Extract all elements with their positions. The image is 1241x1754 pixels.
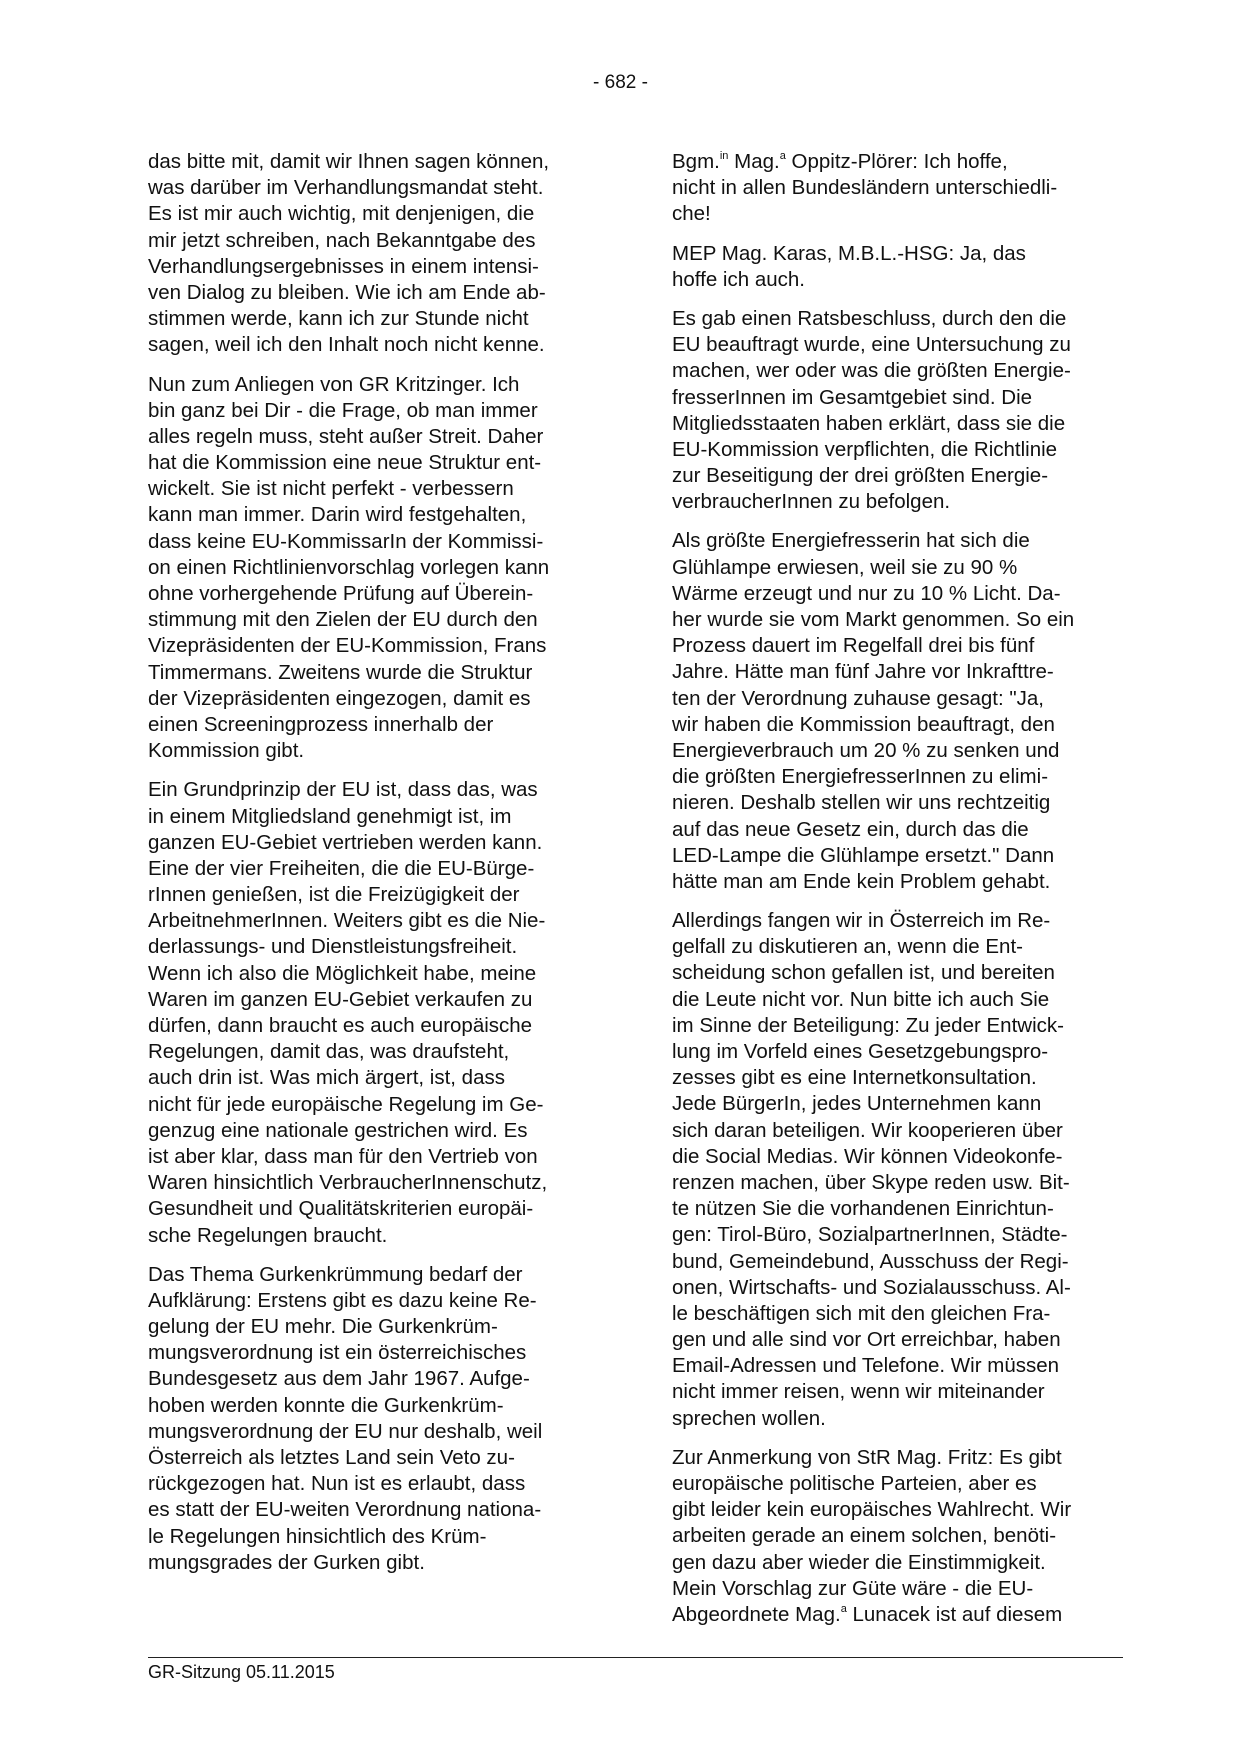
text-line: lung im Vorfeld eines Gesetzgebungspro- [672, 1040, 1049, 1063]
text-line: Allerdings fangen wir in Österreich im Re- [672, 909, 1051, 933]
text-line: auf das neue Gesetz ein, durch das die [672, 817, 1029, 841]
text-line: ist aber klar, dass man für den Vertrieb von [148, 1144, 538, 1168]
text-line: Als größte Energiefresserin hat sich die [672, 529, 1030, 553]
text-line: Bundesgesetz aus dem Jahr 1967. Aufge- [148, 1367, 530, 1391]
text-line: mungsgrades der Gurken gibt. [148, 1550, 425, 1574]
text-line: dürfen, dann braucht es auch europäische [148, 1014, 533, 1037]
paragraph [148, 372, 618, 765]
text-line: Österreich als letztes Land sein Veto zu- [148, 1446, 515, 1469]
text-line: gen und alle sind vor Ort erreichbar, haben [672, 1328, 1061, 1352]
text-line: hoben werden konnte die Gurkenkrüm- [148, 1393, 504, 1417]
paragraph [672, 149, 1142, 228]
text-line: EU beauftragt wurde, eine Untersuchung zu [672, 333, 1071, 357]
text-line: MEP Mag. Karas, M.B.L.-HSG: Ja, das [672, 241, 1026, 265]
text-run: Abgeordnete Mag. [672, 1602, 841, 1626]
paragraph [148, 149, 618, 359]
text-line: te nützen Sie die vorhandenen Einrichtun- [672, 1197, 1054, 1221]
text-line: gelfall zu diskutieren an, wenn die Ent- [672, 935, 1023, 959]
text-line: nicht für jede europäische Regelung im Ge- [148, 1092, 544, 1116]
text-line: le Regelungen hinsichtlich des Krüm- [148, 1524, 487, 1548]
text-line: che! [672, 202, 711, 226]
text-line [672, 1602, 1142, 1628]
text-line: gibt leider kein europäisches Wahlrecht. Wir [672, 1498, 1072, 1522]
text-line: einen Screeningprozess innerhalb der [148, 712, 494, 736]
text-line: renzen machen, über Skype reden usw. Bit- [672, 1170, 1070, 1194]
text-line: sprechen wollen. [672, 1406, 826, 1430]
text-line: im Sinne der Beteiligung: Zu jeder Entwick- [672, 1013, 1064, 1037]
text-line: ven Dialog zu bleiben. Wie ich am Ende ab- [148, 280, 546, 304]
text-line: bin ganz bei Dir - die Frage, ob man immer [148, 398, 538, 422]
text-line: was darüber im Verhandlungsmandat steht. [148, 176, 544, 200]
text-line: die Leute nicht vor. Nun bitte ich auch Sie [672, 987, 1050, 1011]
text-line: genzug eine nationale gestrichen wird. Es [148, 1118, 528, 1142]
text-run: Bgm. [672, 150, 720, 173]
text-line: rückgezogen hat. Nun ist es erlaubt, dass [148, 1472, 526, 1496]
text-line: derlassungs- und Dienstleistungsfreiheit. [148, 935, 518, 959]
page-number: - 682 - [593, 72, 648, 93]
text-line: LED-Lampe die Glühlampe ersetzt." Dann [672, 843, 1055, 867]
text-run: Oppitz-Plörer: Ich hoffe, [785, 150, 1008, 173]
text-line: her wurde sie vom Markt genommen. So ein [672, 608, 1075, 631]
text-line: Prozess dauert im Regelfall drei bis fünf [672, 634, 1035, 658]
text-line: bund, Gemeindebund, Ausschuss der Regi- [672, 1249, 1069, 1273]
text-line: Timmermans. Zweitens wurde die Struktur [148, 660, 533, 684]
text-line: ganzen EU-Gebiet vertrieben werden kann. [148, 830, 543, 854]
text-line: dass keine EU-KommissarIn der Kommissi- [148, 529, 544, 553]
text-line: Das Thema Gurkenkrümmung bedarf der [148, 1262, 523, 1286]
text-line: scheidung schon gefallen ist, und bereiten [672, 961, 1055, 985]
text-line: Waren im ganzen EU-Gebiet verkaufen zu [148, 987, 533, 1011]
text-line: es statt der EU-weiten Verordnung nationa- [148, 1498, 542, 1522]
text-line: kann man immer. Darin wird festgehalten, [148, 503, 527, 527]
text-column-right [672, 149, 1142, 1641]
text-line [672, 149, 1142, 175]
text-line: mir jetzt schreiben, nach Bekanntgabe des [148, 228, 536, 252]
text-line: gen dazu aber wieder die Einstimmigkeit. [672, 1550, 1046, 1574]
text-line: auch drin ist. Was mich ärgert, ist, dass [148, 1066, 505, 1090]
text-line: Waren hinsichtlich VerbraucherInnenschutz, [148, 1171, 548, 1195]
text-column-left [148, 149, 618, 1589]
text-line: Gesundheit und Qualitätskriterien europäi- [148, 1197, 534, 1221]
text-line: Glühlampe erwiesen, weil sie zu 90 % [672, 555, 1018, 579]
text-run: Mag. [728, 150, 780, 173]
text-line: Ein Grundprinzip der EU ist, dass das, was [148, 778, 538, 802]
paragraph [672, 306, 1142, 516]
text-line: nicht in allen Bundesländern unterschiedli- [672, 176, 1058, 200]
text-line: on einen Richtlinienvorschlag vorlegen kann [148, 555, 550, 579]
footer-divider [148, 1657, 1123, 1658]
text-line: Es gab einen Ratsbeschluss, durch den die [672, 306, 1067, 330]
text-line: stimmen werde, kann ich zur Stunde nicht [148, 307, 529, 331]
text-line: europäische politische Parteien, aber es [672, 1472, 1037, 1495]
text-line: sich daran beteiligen. Wir kooperieren über [672, 1118, 1063, 1142]
paragraph [672, 908, 1142, 1432]
superscript: a [840, 1602, 847, 1615]
text-line: le beschäftigen sich mit den gleichen Fra- [672, 1301, 1051, 1325]
text-line: Mein Vorschlag zur Güte wäre - die EU- [672, 1576, 1034, 1600]
text-line: Verhandlungsergebnisses in einem intensi- [148, 254, 539, 278]
text-line: Wenn ich also die Möglichkeit habe, meine [148, 961, 537, 985]
paragraph [148, 777, 618, 1248]
text-line: wickelt. Sie ist nicht perfekt - verbessern [148, 477, 514, 501]
text-line: Eine der vier Freiheiten, die die EU-Bürge- [148, 856, 535, 880]
text-line: die Social Medias. Wir können Videokonfe- [672, 1144, 1063, 1168]
text-line: Regelungen, damit das, was draufsteht, [148, 1040, 510, 1064]
text-line: stimmung mit den Zielen der EU durch den [148, 608, 538, 632]
text-line: wir haben die Kommission beauftragt, den [672, 712, 1055, 736]
text-line: fresserInnen im Gesamtgebiet sind. Die [672, 385, 1033, 409]
text-line: die größten EnergiefresserInnen zu elimi- [672, 765, 1049, 789]
text-line: gen: Tirol-Büro, SozialpartnerInnen, Städte- [672, 1223, 1068, 1247]
text-line: sagen, weil ich den Inhalt noch nicht kenne. [148, 333, 545, 357]
text-line: verbraucherInnen zu befolgen. [672, 490, 951, 514]
text-line: ohne vorhergehende Prüfung auf Überein- [148, 582, 534, 605]
text-line: Mitgliedsstaaten haben erklärt, dass sie die [672, 411, 1066, 435]
text-line: alles regeln muss, steht außer Streit. Daher [148, 424, 544, 448]
text-line: Zur Anmerkung von StR Mag. Fritz: Es gibt [672, 1445, 1062, 1469]
text-line: Energieverbrauch um 20 % zu senken und [672, 738, 1060, 762]
paragraph [672, 241, 1142, 293]
text-line: Kommission gibt. [148, 739, 305, 763]
superscript: in [719, 150, 729, 162]
paragraph [672, 1445, 1142, 1628]
text-line: das bitte mit, damit wir Ihnen sagen können, [148, 150, 550, 173]
text-line: nieren. Deshalb stellen wir uns rechtzeitig [672, 791, 1051, 815]
text-line: mungsverordnung ist ein österreichisches [148, 1341, 527, 1365]
text-line: sche Regelungen braucht. [148, 1223, 388, 1247]
text-line: Email-Adressen und Telefone. Wir müssen [672, 1354, 1060, 1378]
text-line: arbeiten gerade an einem solchen, benöti- [672, 1524, 1057, 1548]
text-line: hat die Kommission eine neue Struktur ent- [148, 451, 542, 475]
text-line: EU-Kommission verpflichten, die Richtlinie [672, 437, 1058, 461]
text-line: in einem Mitgliedsland genehmigt ist, im [148, 804, 512, 828]
text-run: Lunacek ist auf diesem [846, 1602, 1063, 1626]
text-line: gelung der EU mehr. Die Gurkenkrüm- [148, 1315, 498, 1339]
text-line: Vizepräsidenten der EU-Kommission, Frans [148, 634, 547, 658]
text-line: zur Beseitigung der drei größten Energie- [672, 464, 1049, 488]
text-line: Es ist mir auch wichtig, mit denjenigen, die [148, 202, 535, 226]
text-line: zesses gibt es eine Internetkonsultation. [672, 1066, 1037, 1090]
text-line: Wärme erzeugt und nur zu 10 % Licht. Da- [672, 581, 1061, 605]
footer-session-date: GR-Sitzung 05.11.2015 [148, 1662, 335, 1682]
text-line: der Vizepräsidenten eingezogen, damit es [148, 686, 531, 710]
text-line: machen, wer oder was die größten Energie- [672, 359, 1071, 383]
text-line: Jede BürgerIn, jedes Unternehmen kann [672, 1092, 1042, 1116]
text-line: Aufklärung: Erstens gibt es dazu keine Re- [148, 1288, 537, 1312]
paragraph [148, 1262, 618, 1576]
text-line: mungsverordnung der EU nur deshalb, weil [148, 1419, 543, 1443]
text-line: rInnen genießen, ist die Freizügigkeit der [148, 883, 520, 907]
text-line: Nun zum Anliegen von GR Kritzinger. Ich [148, 372, 520, 396]
text-line: ten der Verordnung zuhause gesagt: "Ja, [672, 686, 1044, 710]
text-line: Jahre. Hätte man fünf Jahre vor Inkrafttre- [672, 660, 1054, 684]
text-line: hoffe ich auch. [672, 267, 805, 291]
superscript: a [779, 150, 786, 162]
text-line: nicht immer reisen, wenn wir miteinander [672, 1380, 1045, 1404]
text-line: hätte man am Ende kein Problem gehabt. [672, 869, 1051, 893]
paragraph [672, 528, 1142, 895]
text-line: onen, Wirtschafts- und Sozialausschuss. Al- [672, 1275, 1071, 1299]
text-line: ArbeitnehmerInnen. Weiters gibt es die Nie- [148, 909, 546, 933]
